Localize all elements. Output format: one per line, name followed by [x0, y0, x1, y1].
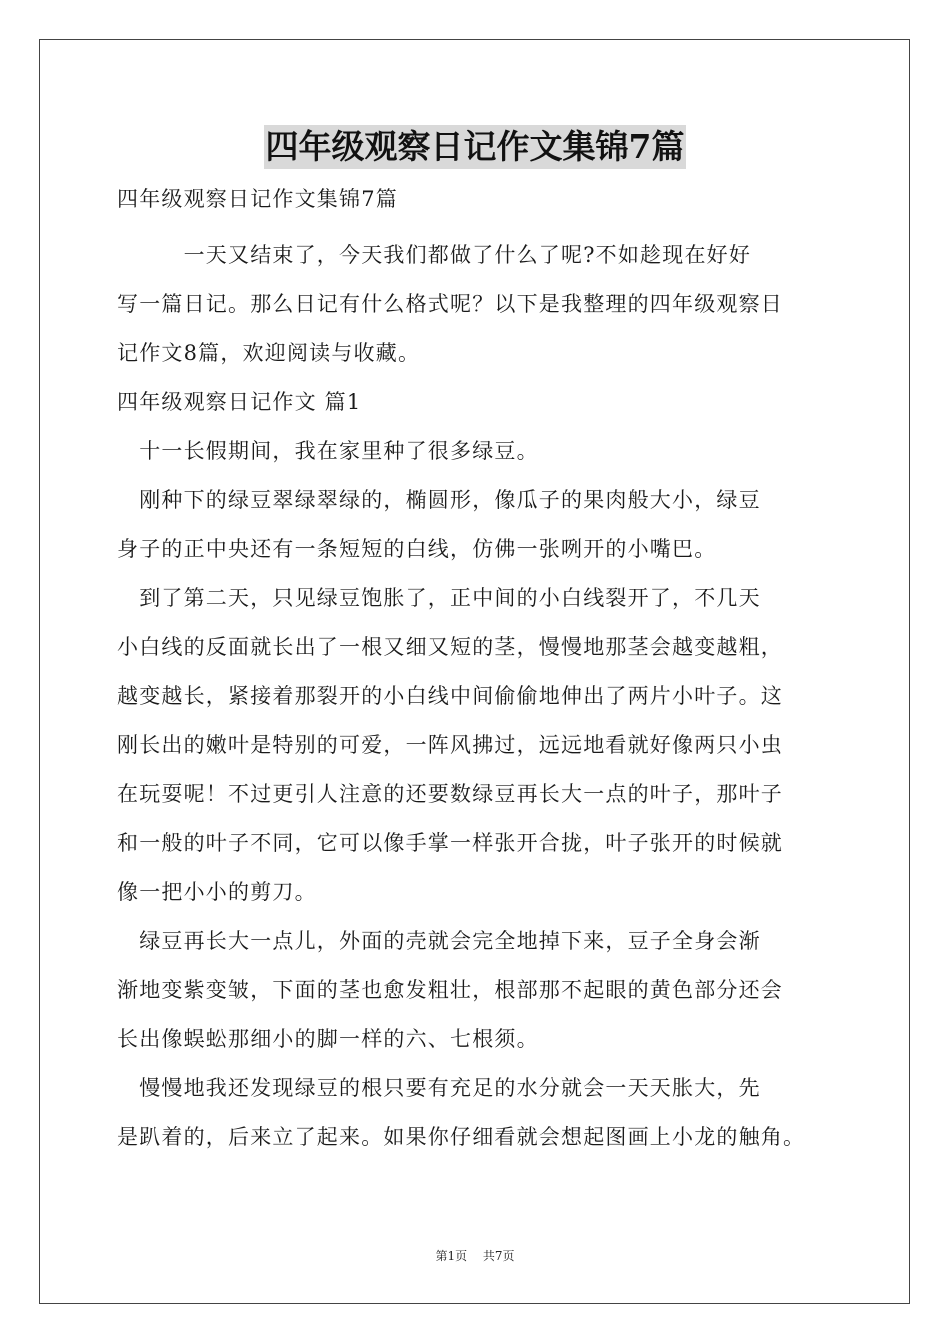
body-line: 绿豆再长大一点儿，外面的壳就会完全地掉下来，豆子全身会渐 [117, 929, 761, 953]
body-line: 十一长假期间，我在家里种了很多绿豆。 [117, 439, 539, 463]
body-line: 慢慢地我还发现绿豆的根只要有充足的水分就会一天天胀大，先 [117, 1076, 761, 1100]
page-footer [0, 1247, 950, 1264]
subtitle: 四年级观察日记作文集锦7篇 [117, 187, 398, 211]
body-line: 越变越长，紧接着那裂开的小白线中间偷偷地伸出了两片小叶子。这 [117, 684, 783, 708]
body-line: 身子的正中央还有一条短短的白线，仿佛一张咧开的小嘴巴。 [117, 537, 717, 561]
title-container [0, 125, 950, 169]
intro-line: 记作文8篇，欢迎阅读与收藏。 [117, 341, 421, 365]
body-line: 在玩耍呢！不过更引人注意的还要数绿豆再长大一点的叶子，那叶子 [117, 782, 783, 806]
body-line: 到了第二天，只见绿豆饱胀了，正中间的小白线裂开了，不几天 [117, 586, 761, 610]
body-line: 刚长出的嫩叶是特别的可爱，一阵风拂过，远远地看就好像两只小虫 [117, 733, 783, 757]
body-line: 像一把小小的剪刀。 [117, 880, 317, 904]
document-title: 四年级观察日记作文集锦7篇 [264, 125, 687, 169]
intro-line: 一天又结束了，今天我们都做了什么了呢?不如趁现在好好 [117, 243, 752, 267]
body-line: 渐地变紫变皱，下面的茎也愈发粗壮，根部那不起眼的黄色部分还会 [117, 978, 783, 1002]
body-line: 和一般的叶子不同，它可以像手掌一样张开合拢，叶子张开的时候就 [117, 831, 783, 855]
body-line: 是趴着的，后来立了起来。如果你仔细看就会想起图画上小龙的触角。 [117, 1125, 806, 1149]
section-heading: 四年级观察日记作文 篇1 [117, 390, 362, 414]
page-total: 共7页 [482, 1249, 515, 1263]
page-number: 第1页 [435, 1249, 468, 1263]
body-line: 小白线的反面就长出了一根又细又短的茎，慢慢地那茎会越变越粗， [117, 635, 783, 659]
body-line: 长出像蜈蚣那细小的脚一样的六、七根须。 [117, 1027, 539, 1051]
document-body [117, 178, 837, 1162]
intro-line: 写一篇日记。那么日记有什么格式呢？以下是我整理的四年级观察日 [117, 292, 783, 316]
body-line: 刚种下的绿豆翠绿翠绿的，椭圆形，像瓜子的果肉般大小，绿豆 [117, 488, 761, 512]
